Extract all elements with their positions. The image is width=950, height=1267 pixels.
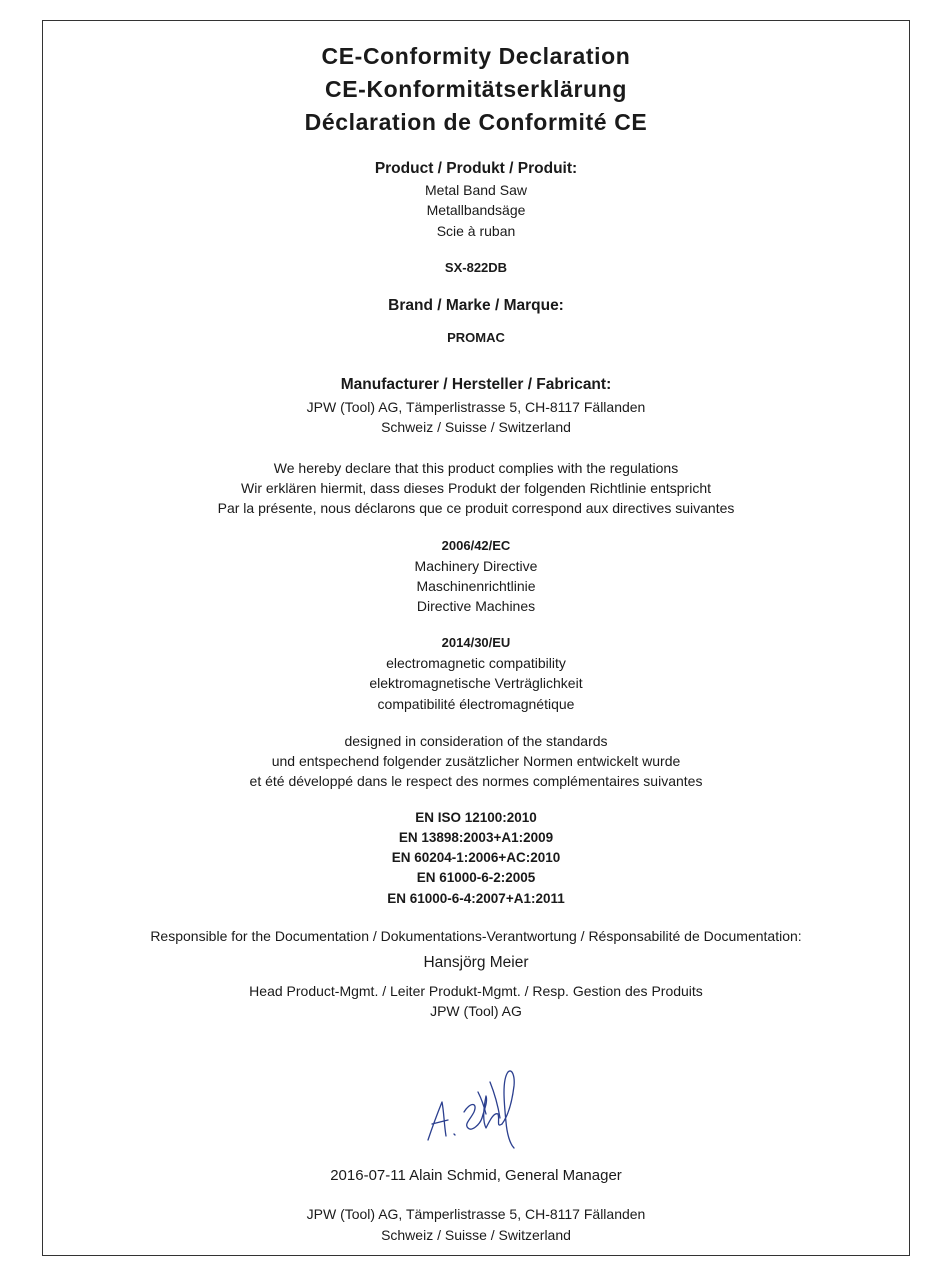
signature-stroke [428, 1102, 448, 1140]
signature-stroke [464, 1105, 482, 1130]
product-heading: Product / Produkt / Produit: [374, 160, 578, 177]
product-name-german: Metallbandsäge [426, 202, 526, 218]
title-english: CE-Conformity Declaration [321, 43, 631, 69]
brand-name: PROMAC [447, 330, 505, 345]
directive-code-machinery: 2006/42/EC [441, 538, 511, 553]
directive-name-english: Machinery Directive [414, 558, 538, 574]
footer-address: JPW (Tool) AG, Tämperlistrasse 5, CH-8117 Fällanden [306, 1206, 646, 1222]
responsible-name: Hansjörg Meier [423, 954, 529, 971]
product-name-english: Metal Band Saw [425, 182, 527, 198]
standards-intro-french: et été développé dans le respect des normes complémentaires suivantes [249, 773, 703, 789]
standards-intro-german: und entspechend folgender zusätzlicher Normen entwickelt wurde [271, 753, 681, 769]
footer-country: Schweiz / Suisse / Switzerland [381, 1227, 571, 1243]
title-french: Déclaration de Conformité CE [304, 109, 648, 135]
standard-item: EN 60204-1:2006+AC:2010 [391, 850, 561, 865]
standards-intro-english: designed in consideration of the standards [344, 733, 608, 749]
standard-item: EN 13898:2003+A1:2009 [398, 830, 554, 845]
manufacturer-heading: Manufacturer / Hersteller / Fabricant: [340, 376, 612, 393]
responsible-role: Head Product-Mgmt. / Leiter Produkt-Mgmt. / Resp. Gestion des Produits [249, 983, 703, 999]
declaration-french: Par la présente, nous déclarons que ce produit correspond aux directives suivantes [217, 500, 735, 516]
product-model: SX-822DB [444, 260, 508, 275]
manufacturer-address: JPW (Tool) AG, Tämperlistrasse 5, CH-8117 Fällanden [306, 399, 646, 415]
signature-image [420, 1062, 530, 1154]
directive-name-german: Maschinenrichtlinie [416, 578, 536, 594]
declaration-english: We hereby declare that this product complies with the regulations [273, 460, 679, 476]
responsible-label: Responsible for the Documentation / Dokumentations-Verantwortung / Résponsabilité de Documentation: [150, 928, 802, 944]
directive-emc-german: elektromagnetische Verträglichkeit [369, 675, 583, 691]
signature-stroke [490, 1082, 500, 1118]
declaration-german: Wir erklären hiermit, dass dieses Produkt der folgenden Richtlinie entspricht [241, 480, 711, 496]
standard-item: EN ISO 12100:2010 [415, 810, 537, 825]
signature-stroke [502, 1071, 514, 1148]
brand-heading: Brand / Marke / Marque: [388, 297, 564, 314]
responsible-company: JPW (Tool) AG [430, 1003, 522, 1019]
standard-item: EN 61000-6-4:2007+A1:2011 [387, 891, 565, 906]
manufacturer-country: Schweiz / Suisse / Switzerland [381, 419, 571, 435]
product-name-french: Scie à ruban [436, 223, 516, 239]
directive-emc-english: electromagnetic compatibility [386, 655, 566, 671]
directive-emc-french: compatibilité électromagnétique [377, 696, 575, 712]
signature-stroke [454, 1134, 455, 1135]
signoff-line: 2016-07-11 Alain Schmid, General Manager [330, 1167, 622, 1184]
standard-item: EN 61000-6-2:2005 [416, 870, 536, 885]
directive-code-emc: 2014/30/EU [441, 635, 511, 650]
title-german: CE-Konformitätserklärung [325, 76, 627, 102]
directive-name-french: Directive Machines [416, 598, 536, 614]
